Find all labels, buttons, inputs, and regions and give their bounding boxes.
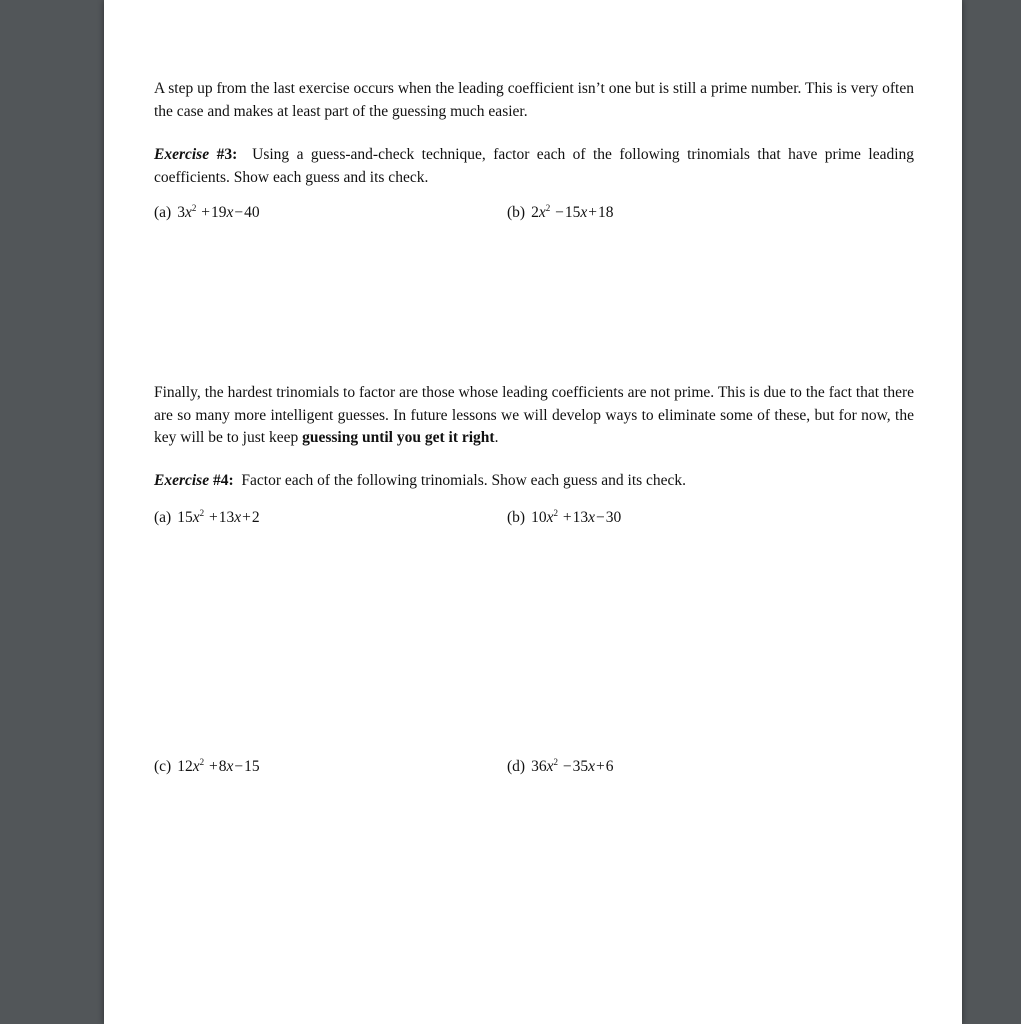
finally-emphasis: guessing until you get it right <box>302 429 495 446</box>
exercise-4-problem-c: (c) $12x^2 +8x-15$ <box>154 757 260 775</box>
exercise-3-label: Exercise #3: <box>154 146 238 163</box>
exercise-4-problem-b: (b) $10x^2 +13x-30$ <box>507 508 622 526</box>
document-page <box>104 0 962 1024</box>
exercise-4-text: Factor each of the following trinomials. Show each guess and its check. <box>241 472 687 489</box>
exercise-4-label: Exercise #4: <box>154 472 234 489</box>
finally-text: Finally, the hardest trinomials to factor are those whose leading coefficients are not prime. This is due to the fact that there are so many more intelligent guesses. In future lessons we will develop ways to eliminate some of these, but for now, the key will be to just keep <box>154 384 914 446</box>
intro-paragraph <box>154 78 914 123</box>
exercise-4-instruction <box>154 470 914 493</box>
exercise-3-text: Using a guess-and-check technique, factor each of the following trinomials that have prime leading coefficients. Show each guess and its check. <box>154 146 915 186</box>
exercise-3-problem-a: (a) $3x^2 +19x-40$ <box>154 203 260 221</box>
exercise-3-instruction <box>154 144 914 189</box>
exercise-4-problem-d: (d) $36x^2 -35x+6$ <box>507 757 614 775</box>
intro-text: A step up from the last exercise occurs when the leading coefficient isn’t one but is still a prime number. This is very often the case and makes at least part of the guessing much easier. <box>154 80 914 120</box>
finally-paragraph: Finally, the hardest trinomials to factor are those whose leading coefficients are not prime. This is due to the fact that there are so many more intelligent guesses. In future lessons we will develop ways to eliminate some of these, but for now, the key will be to just keep guessing until you get it right. <box>154 384 914 446</box>
exercise-3-problem-b: (b) $2x^2 -15x+18$ <box>507 203 614 221</box>
exercise-4-problem-a: (a) $15x^2 +13x+2$ <box>154 508 260 526</box>
